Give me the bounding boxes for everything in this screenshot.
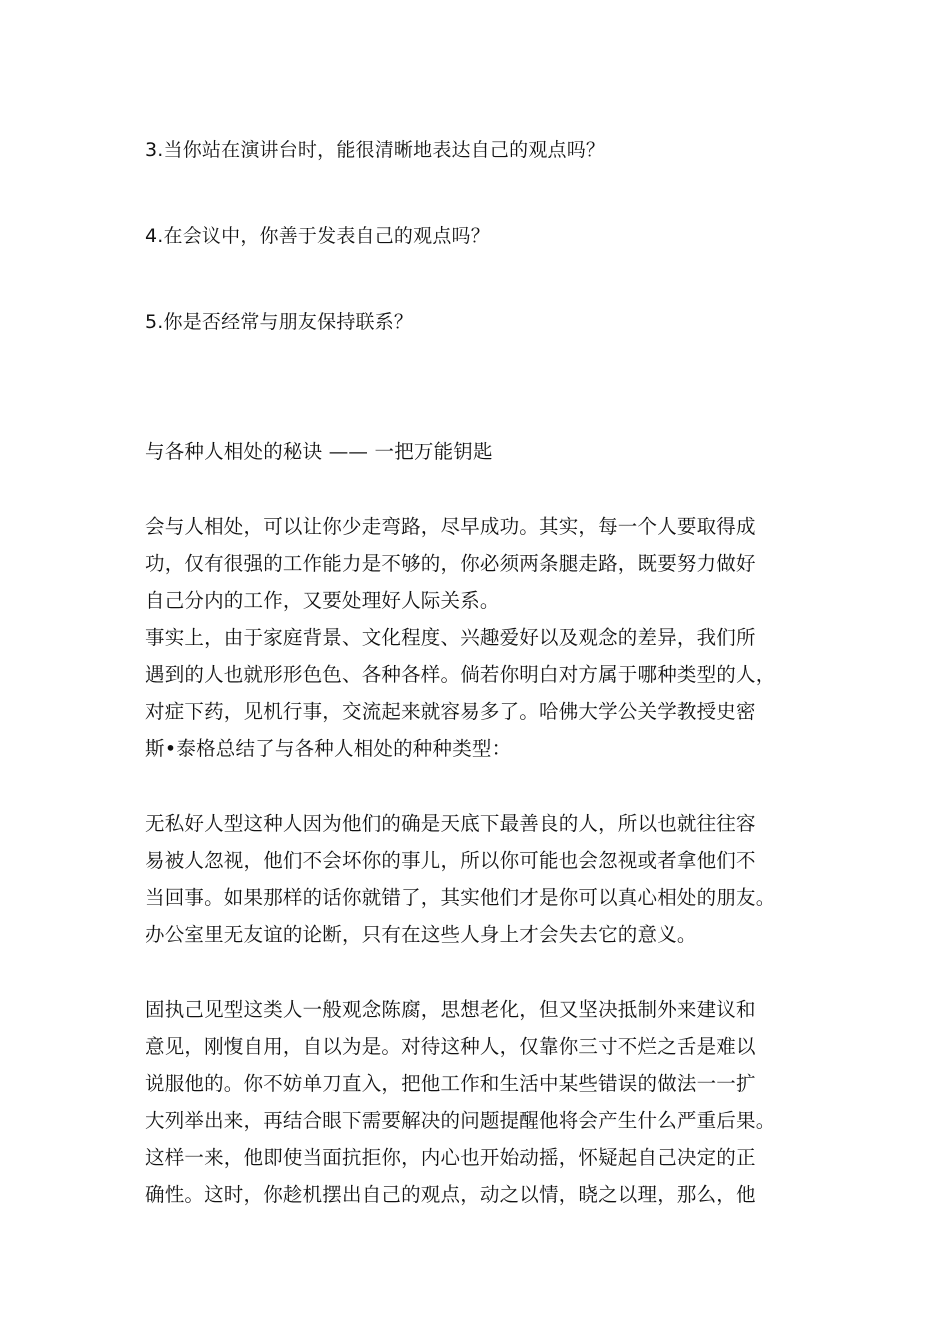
paragraph-line: 会与人相处，可以让你少走弯路，尽早成功。其实，每一个人要取得成	[145, 515, 756, 538]
paragraph-line: 说服他的。你不妨单刀直入，把他工作和生活中某些错误的做法一一扩	[145, 1072, 756, 1095]
paragraph-line: 斯•泰格总结了与各种人相处的种种类型：	[145, 737, 512, 760]
paragraph-line: 意见，刚愎自用，自以为是。对待这种人，仅靠你三寸不烂之舌是难以	[145, 1035, 756, 1058]
paragraph-line: 对症下药，见机行事，交流起来就容易多了。哈佛大学公关学教授史密	[145, 700, 756, 723]
section-title: 与各种人相处的秘诀 —— 一把万能钥匙	[145, 440, 493, 463]
paragraph-line: 功，仅有很强的工作能力是不够的，你必须两条腿走路，既要努力做好	[145, 552, 756, 575]
paragraph-line: 遇到的人也就形形色色、各种各样。倘若你明白对方属于哪种类型的人，	[145, 663, 776, 686]
paragraph-line: 当回事。如果那样的话你就错了，其实他们才是你可以真心相处的朋友。	[145, 886, 776, 909]
paragraph-line: 办公室里无友谊的论断，只有在这些人身上才会失去它的意义。	[145, 923, 697, 946]
paragraph-line: 确性。这时，你趁机摆出自己的观点，动之以情，晓之以理，那么，他	[145, 1183, 756, 1206]
paragraph-line: 无私好人型这种人因为他们的确是天底下最善良的人，所以也就往往容	[145, 812, 756, 835]
paragraph-line: 自己分内的工作，又要处理好人际关系。	[145, 589, 500, 612]
paragraph-line: 大列举出来，再结合眼下需要解决的问题提醒他将会产生什么严重后果。	[145, 1109, 776, 1132]
paragraph-line: 易被人忽视，他们不会坏你的事儿，所以你可能也会忽视或者拿他们不	[145, 849, 756, 872]
paragraph-line: 这样一来，他即使当面抗拒你，内心也开始动摇，怀疑起自己决定的正	[145, 1146, 756, 1169]
question-5: 5.你是否经常与朋友保持联系？	[145, 311, 414, 333]
paragraph-line: 固执己见型这类人一般观念陈腐，思想老化，但又坚决抵制外来建议和	[145, 998, 756, 1021]
question-3: 3.当你站在演讲台时，能很清晰地表达自己的观点吗？	[145, 139, 606, 161]
paragraph-line: 事实上，由于家庭背景、文化程度、兴趣爱好以及观念的差异，我们所	[145, 626, 756, 649]
question-4: 4.在会议中，你善于发表自己的观点吗？	[145, 225, 490, 247]
